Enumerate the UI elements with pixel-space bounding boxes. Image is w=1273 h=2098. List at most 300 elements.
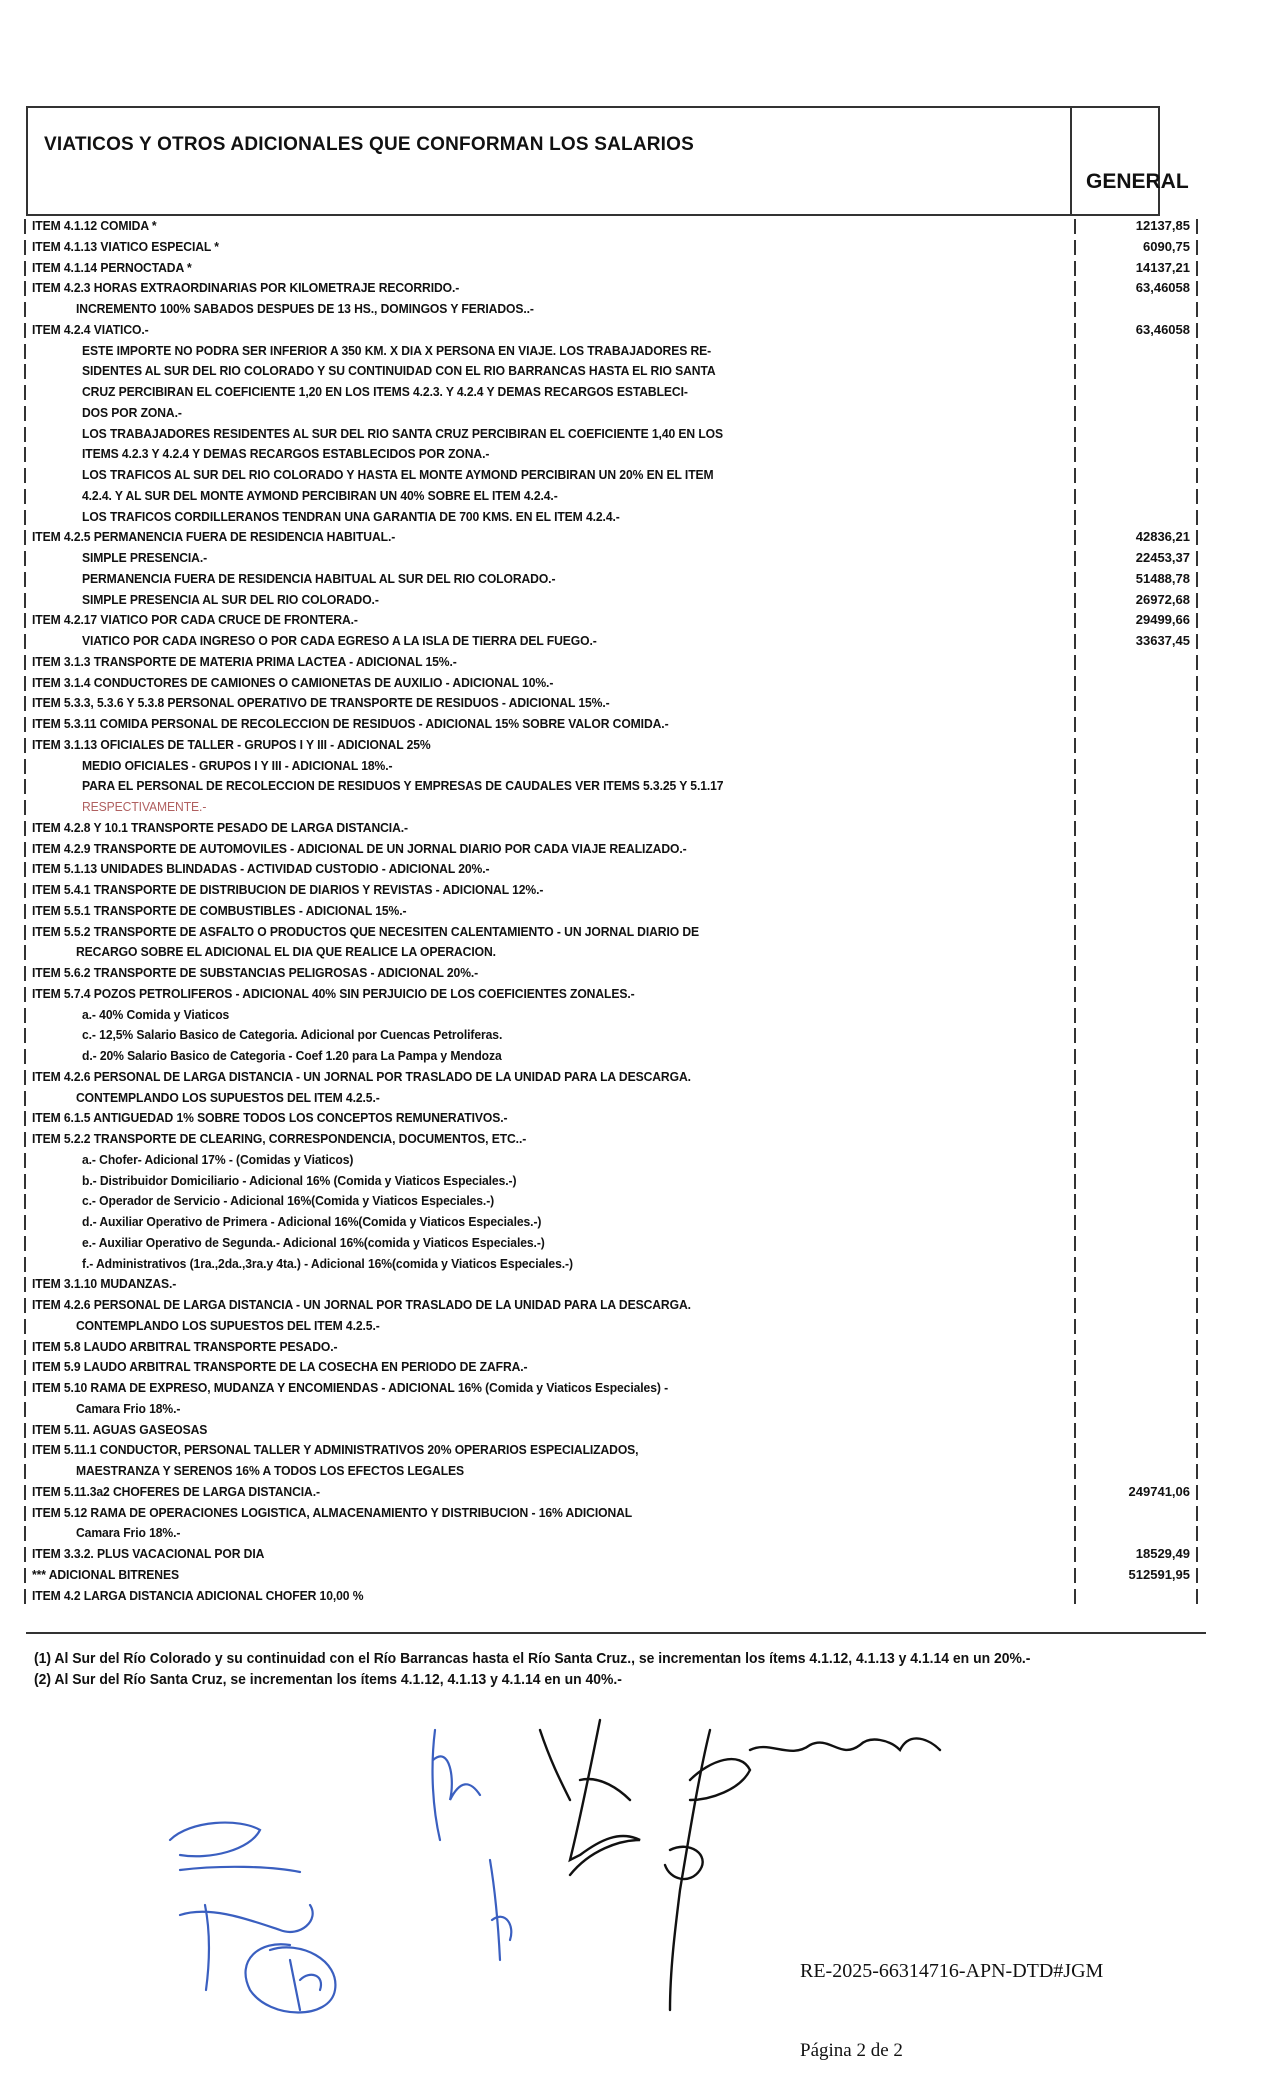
table-row: [26, 527, 1190, 548]
row-description: ITEM 4.2.3 HORAS EXTRAORDINARIAS POR KILOMETRAJE RECORRIDO.-: [32, 280, 460, 296]
row-border-right: [1196, 468, 1198, 483]
row-border-left: [24, 1111, 26, 1126]
row-value: 63,46058: [1135, 321, 1190, 337]
row-border-left: [24, 717, 26, 732]
row-border-right: [1196, 489, 1198, 504]
row-value: 18529,49: [1135, 1546, 1190, 1561]
row-description: ITEM 5.11. AGUAS GASEOSAS: [32, 1421, 208, 1437]
row-description: MEDIO OFICIALES - GRUPOS I Y III - ADICIONAL 18%.-: [82, 757, 393, 773]
row-border-middle: [1074, 1360, 1076, 1375]
row-description: SIDENTES AL SUR DEL RIO COLORADO Y SU CONTINUIDAD CON EL RIO BARRANCAS HASTA EL RIO SANTA: [82, 363, 716, 379]
row-value: 22453,37: [1135, 550, 1190, 565]
row-border-left: [24, 468, 26, 483]
row-border-middle: [1074, 302, 1076, 317]
row-border-right: [1196, 779, 1198, 794]
row-border-right: [1196, 1277, 1198, 1292]
table-row: [26, 673, 1160, 694]
row-border-left: [24, 385, 26, 400]
row-description: ITEM 3.3.2. PLUS VACACIONAL POR DIA: [32, 1546, 265, 1561]
row-border-middle: [1074, 1111, 1076, 1126]
row-description: ITEM 4.2.4 VIATICO.-: [32, 321, 149, 337]
row-border-left: [24, 925, 26, 940]
footnote-1: (1) Al Sur del Río Colorado y su continuidad con el Río Barrancas hasta el Río Santa Cruz., se incrementan los ítems 4.1.12, 4.1.13 y 4.1.14 en un 20%.-: [34, 1650, 1031, 1667]
table-header: [26, 106, 1189, 216]
row-border-middle: [1074, 1526, 1076, 1541]
table-rows: [26, 216, 1190, 1606]
row-border-left: [24, 1381, 26, 1396]
row-border-right: [1196, 987, 1198, 1002]
row-border-right: [1196, 261, 1198, 276]
row-border-right: [1196, 302, 1198, 317]
row-description: ITEM 5.5.1 TRANSPORTE DE COMBUSTIBLES - ADICIONAL 15%.-: [32, 902, 407, 918]
table-row: [26, 756, 1160, 777]
row-border-right: [1196, 1423, 1198, 1438]
row-border-right: [1196, 1443, 1198, 1458]
table-row: [26, 1046, 1160, 1067]
row-border-right: [1196, 676, 1198, 691]
row-border-middle: [1074, 1589, 1076, 1604]
row-description: LOS TRAFICOS CORDILLERANOS TENDRAN UNA GARANTIA DE 700 KMS. EN EL ITEM 4.2.4.-: [82, 508, 620, 524]
table-row: [26, 901, 1160, 922]
row-border-left: [24, 1360, 26, 1375]
row-border-middle: [1074, 447, 1076, 462]
row-border-left: [24, 1132, 26, 1147]
row-border-right: [1196, 862, 1198, 877]
row-border-left: [24, 821, 26, 836]
row-border-middle: [1074, 1381, 1076, 1396]
row-border-middle: [1074, 1464, 1076, 1479]
document-reference: RE-2025-66314716-APN-DTD#JGM: [800, 1960, 1104, 1982]
row-border-left: [24, 219, 26, 234]
row-border-left: [24, 1153, 26, 1168]
row-border-right: [1196, 925, 1198, 940]
row-border-left: [24, 261, 26, 276]
row-description: Camara Frio 18%.-: [76, 1525, 181, 1541]
row-border-left: [24, 1589, 26, 1604]
row-border-middle: [1074, 676, 1076, 691]
row-border-middle: [1074, 1070, 1076, 1085]
row-description: ITEM 5.4.1 TRANSPORTE DE DISTRIBUCION DE DIARIOS Y REVISTAS - ADICIONAL 12%.-: [32, 882, 544, 897]
row-border-left: [24, 447, 26, 462]
row-border-middle: [1074, 489, 1076, 504]
row-value: 14137,21: [1135, 259, 1190, 275]
row-description: d.- 20% Salario Basico de Categoria - Coef 1.20 para La Pampa y Mendoza: [82, 1048, 502, 1063]
table-bottom-border: [26, 1632, 1206, 1634]
row-border-left: [24, 1194, 26, 1209]
row-border-left: [24, 696, 26, 711]
row-border-right: [1196, 738, 1198, 753]
row-border-middle: [1074, 1091, 1076, 1106]
row-border-left: [24, 1049, 26, 1064]
row-description: ITEM 4.2.6 PERSONAL DE LARGA DISTANCIA - UN JORNAL POR TRASLADO DE LA UNIDAD PARA LA DESCARGA.: [32, 1068, 691, 1084]
row-description: ITEMS 4.2.3 Y 4.2.4 Y DEMAS RECARGOS ESTABLECIDOS POR ZONA.-: [82, 446, 490, 462]
row-border-right: [1196, 427, 1198, 442]
row-border-right: [1196, 1111, 1198, 1126]
row-description: *** ADICIONAL BITRENES: [32, 1566, 179, 1582]
row-description: 4.2.4. Y AL SUR DEL MONTE AYMOND PERCIBIRAN UN 40% SOBRE EL ITEM 4.2.4.-: [82, 487, 558, 503]
row-border-middle: [1074, 1257, 1076, 1272]
row-border-middle: [1074, 1194, 1076, 1209]
row-border-middle: [1074, 1443, 1076, 1458]
row-border-right: [1196, 385, 1198, 400]
row-description: ITEM 5.3.11 COMIDA PERSONAL DE RECOLECCION DE RESIDUOS - ADICIONAL 15% SOBRE VALOR COMIDA.-: [32, 716, 669, 731]
table-row: [26, 1440, 1160, 1461]
row-description: Camara Frio 18%.-: [76, 1400, 181, 1416]
row-description: ITEM 3.1.10 MUDANZAS.-: [32, 1276, 177, 1292]
row-border-right: [1196, 1464, 1198, 1479]
table-row: [26, 1482, 1190, 1503]
row-border-left: [24, 1236, 26, 1251]
row-border-right: [1196, 1153, 1198, 1168]
row-border-right: [1196, 1568, 1198, 1583]
row-border-middle: [1074, 862, 1076, 877]
row-border-middle: [1074, 1236, 1076, 1251]
row-border-right: [1196, 1360, 1198, 1375]
row-border-left: [24, 1568, 26, 1583]
row-border-left: [24, 344, 26, 359]
row-border-right: [1196, 1589, 1198, 1604]
row-border-right: [1196, 1319, 1198, 1334]
row-description: ITEM 4.2.8 Y 10.1 TRANSPORTE PESADO DE LARGA DISTANCIA.-: [32, 819, 408, 835]
table-row: [26, 610, 1190, 631]
row-border-right: [1196, 759, 1198, 774]
table-row: [26, 1523, 1160, 1544]
table-row: [26, 1067, 1160, 1088]
row-description: SIMPLE PRESENCIA AL SUR DEL RIO COLORADO.-: [82, 591, 379, 607]
table-row: [26, 1337, 1160, 1358]
row-border-middle: [1074, 1153, 1076, 1168]
row-description: b.- Distribuidor Domiciliario - Adicional 16% (Comida y Viaticos Especiales.-): [82, 1172, 517, 1188]
row-description: RECARGO SOBRE EL ADICIONAL EL DIA QUE REALICE LA OPERACION.: [76, 944, 496, 960]
table-row: [26, 1378, 1160, 1399]
table-row: [26, 590, 1190, 611]
table-row: [26, 1357, 1160, 1378]
row-border-left: [24, 323, 26, 338]
row-border-left: [24, 1423, 26, 1438]
row-border-right: [1196, 1091, 1198, 1106]
row-border-left: [24, 1091, 26, 1106]
row-description: ITEM 5.2.2 TRANSPORTE DE CLEARING, CORRESPONDENCIA, DOCUMENTOS, ETC..-: [32, 1131, 527, 1146]
table-row: [26, 320, 1190, 341]
row-value: 63,46058: [1135, 280, 1190, 296]
row-border-middle: [1074, 925, 1076, 940]
row-border-right: [1196, 945, 1198, 960]
table-row: [26, 486, 1160, 507]
row-border-left: [24, 1526, 26, 1541]
row-border-left: [24, 759, 26, 774]
row-border-left: [24, 427, 26, 442]
row-border-middle: [1074, 1319, 1076, 1334]
row-description: PERMANENCIA FUERA DE RESIDENCIA HABITUAL AL SUR DEL RIO COLORADO.-: [82, 570, 556, 586]
row-value: 26972,68: [1135, 591, 1190, 607]
row-border-right: [1196, 966, 1198, 981]
row-border-left: [24, 1464, 26, 1479]
row-border-middle: [1074, 883, 1076, 898]
table-row: [26, 1565, 1190, 1586]
row-border-left: [24, 489, 26, 504]
row-border-right: [1196, 1008, 1198, 1023]
row-border-right: [1196, 1236, 1198, 1251]
table-row: [26, 1420, 1160, 1441]
table-row: [26, 403, 1160, 424]
row-border-right: [1196, 1194, 1198, 1209]
row-value: 42836,21: [1135, 529, 1190, 545]
table-row: [26, 942, 1160, 963]
row-border-right: [1196, 1028, 1198, 1043]
row-border-middle: [1074, 1277, 1076, 1292]
table-row: [26, 444, 1160, 465]
table-title: VIATICOS Y OTROS ADICIONALES QUE CONFORMAN LOS SALARIOS: [44, 134, 695, 155]
row-border-left: [24, 406, 26, 421]
row-border-right: [1196, 696, 1198, 711]
row-border-left: [24, 1443, 26, 1458]
row-border-left: [24, 800, 26, 815]
row-border-left: [24, 302, 26, 317]
row-border-middle: [1074, 945, 1076, 960]
row-border-left: [24, 364, 26, 379]
row-description: ITEM 5.7.4 POZOS PETROLIFEROS - ADICIONAL 40% SIN PERJUICIO DE LOS COEFICIENTES ZONALES.-: [32, 985, 635, 1001]
row-border-right: [1196, 1174, 1198, 1189]
row-border-middle: [1074, 987, 1076, 1002]
table-row: [26, 1399, 1160, 1420]
row-border-middle: [1074, 1402, 1076, 1417]
table-row: [26, 1005, 1160, 1026]
table-row: [26, 1503, 1160, 1524]
table-row: [26, 1586, 1160, 1607]
row-border-right: [1196, 572, 1198, 587]
row-border-left: [24, 1485, 26, 1500]
table-row: [26, 631, 1190, 652]
table-row: [26, 1295, 1160, 1316]
row-border-middle: [1074, 779, 1076, 794]
row-border-left: [24, 655, 26, 670]
row-border-middle: [1074, 717, 1076, 732]
table-row: [26, 652, 1160, 673]
table-row: [26, 1316, 1160, 1337]
row-description: CRUZ PERCIBIRAN EL COEFICIENTE 1,20 EN LOS ITEMS 4.2.3. Y 4.2.4 Y DEMAS RECARGOS ESTABLECI-: [82, 384, 688, 399]
table-row: [26, 341, 1160, 362]
row-border-left: [24, 551, 26, 566]
table-row: [26, 797, 1160, 818]
row-border-right: [1196, 447, 1198, 462]
row-border-middle: [1074, 759, 1076, 774]
row-border-middle: [1074, 696, 1076, 711]
table-row: [26, 382, 1160, 403]
row-border-left: [24, 634, 26, 649]
row-description: ITEM 4.1.12 COMIDA *: [32, 218, 157, 233]
row-border-left: [24, 1070, 26, 1085]
row-value: 12137,85: [1135, 218, 1190, 233]
row-border-middle: [1074, 1028, 1076, 1043]
table-row: [26, 1129, 1160, 1150]
row-border-left: [24, 883, 26, 898]
row-description: ITEM 5.12 RAMA DE OPERACIONES LOGISTICA, ALMACENAMIENTO Y DISTRIBUCION - 16% ADICIONAL: [32, 1504, 633, 1520]
row-border-left: [24, 904, 26, 919]
table-row: [26, 859, 1160, 880]
table-row: [26, 216, 1190, 237]
table-row: [26, 507, 1160, 528]
row-border-left: [24, 1402, 26, 1417]
row-border-left: [24, 862, 26, 877]
table-row: [26, 1108, 1160, 1129]
row-border-right: [1196, 1506, 1198, 1521]
row-border-middle: [1074, 1049, 1076, 1064]
row-description: ITEM 4.2.5 PERMANENCIA FUERA DE RESIDENCIA HABITUAL.-: [32, 529, 396, 545]
row-description: d.- Auxiliar Operativo de Primera - Adicional 16%(Comida y Viaticos Especiales.-): [82, 1214, 542, 1229]
row-border-left: [24, 842, 26, 857]
row-border-right: [1196, 613, 1198, 628]
row-border-middle: [1074, 1506, 1076, 1521]
row-border-right: [1196, 551, 1198, 566]
row-border-middle: [1074, 364, 1076, 379]
table-row: [26, 569, 1190, 590]
row-value: 512591,95: [1128, 1566, 1190, 1582]
table-row: [26, 1233, 1160, 1254]
row-border-left: [24, 945, 26, 960]
row-border-left: [24, 1008, 26, 1023]
row-border-right: [1196, 821, 1198, 836]
table-row: [26, 1461, 1160, 1482]
row-description: DOS POR ZONA.-: [82, 404, 182, 420]
table-row: [26, 1150, 1160, 1171]
table-row: [26, 1088, 1160, 1109]
row-border-middle: [1074, 385, 1076, 400]
row-description: ITEM 4.2 LARGA DISTANCIA ADICIONAL CHOFER 10,00 %: [32, 1587, 364, 1603]
table-row: [26, 1171, 1160, 1192]
row-border-right: [1196, 1132, 1198, 1147]
row-value: 51488,78: [1135, 570, 1190, 586]
table-row: [26, 818, 1160, 839]
table-row: [26, 963, 1160, 984]
row-description: MAESTRANZA Y SERENOS 16% A TODOS LOS EFECTOS LEGALES: [76, 1463, 465, 1478]
row-border-left: [24, 1028, 26, 1043]
table-row: [26, 839, 1160, 860]
row-border-right: [1196, 406, 1198, 421]
row-border-left: [24, 1506, 26, 1521]
table-row: [26, 984, 1160, 1005]
row-border-left: [24, 966, 26, 981]
row-border-middle: [1074, 427, 1076, 442]
row-description: ITEM 4.1.14 PERNOCTADA *: [32, 259, 192, 275]
row-description: VIATICO POR CADA INGRESO O POR CADA EGRESO A LA ISLA DE TIERRA DEL FUEGO.-: [82, 633, 597, 648]
table-body: [26, 216, 1190, 1632]
row-border-right: [1196, 1402, 1198, 1417]
row-description: ITEM 5.6.2 TRANSPORTE DE SUBSTANCIAS PELIGROSAS - ADICIONAL 20%.-: [32, 965, 479, 980]
row-border-middle: [1074, 1298, 1076, 1313]
row-description: ITEM 6.1.5 ANTIGUEDAD 1% SOBRE TODOS LOS CONCEPTOS REMUNERATIVOS.-: [32, 1110, 508, 1126]
row-border-middle: [1074, 738, 1076, 753]
row-description: LOS TRAFICOS AL SUR DEL RIO COLORADO Y HASTA EL MONTE AYMOND PERCIBIRAN UN 20% EN EL ITEM: [82, 467, 714, 482]
row-border-left: [24, 1298, 26, 1313]
row-description: c.- Operador de Servicio - Adicional 16%(Comida y Viaticos Especiales.-): [82, 1193, 495, 1209]
row-border-middle: [1074, 344, 1076, 359]
footnote-2: (2) Al Sur del Río Santa Cruz, se incrementan los ítems 4.1.12, 4.1.13 y 4.1.14 en un 40%.-: [34, 1671, 622, 1688]
row-description: ITEM 3.1.4 CONDUCTORES DE CAMIONES O CAMIONETAS DE AUXILIO - ADICIONAL 10%.-: [32, 674, 554, 690]
row-description: CONTEMPLANDO LOS SUPUESTOS DEL ITEM 4.2.5.-: [76, 1089, 380, 1105]
row-border-left: [24, 987, 26, 1002]
row-border-middle: [1074, 1008, 1076, 1023]
row-border-right: [1196, 1215, 1198, 1230]
row-description: RESPECTIVAMENTE.-: [82, 799, 207, 814]
row-border-right: [1196, 364, 1198, 379]
row-border-middle: [1074, 510, 1076, 525]
row-border-right: [1196, 281, 1198, 296]
row-description: ITEM 5.5.2 TRANSPORTE DE ASFALTO O PRODUCTOS QUE NECESITEN CALENTAMIENTO - UN JORNAL DIARIO DE: [32, 923, 700, 939]
table-row: [26, 1191, 1160, 1212]
table-row: [26, 548, 1190, 569]
row-border-left: [24, 281, 26, 296]
row-border-middle: [1074, 842, 1076, 857]
row-border-middle: [1074, 904, 1076, 919]
row-border-middle: [1074, 1215, 1076, 1230]
row-description: f.- Administrativos (1ra.,2da.,3ra.y 4ta.) - Adicional 16%(comida y Viaticos Especiales.-): [82, 1255, 573, 1271]
row-border-middle: [1074, 1174, 1076, 1189]
row-border-left: [24, 1174, 26, 1189]
table-row: [26, 424, 1160, 445]
row-border-middle: [1074, 655, 1076, 670]
row-description: ITEM 5.11.1 CONDUCTOR, PERSONAL TALLER Y ADMINISTRATIVOS 20% OPERARIOS ESPECIALIZADOS,: [32, 1442, 639, 1458]
row-description: ITEM 5.8 LAUDO ARBITRAL TRANSPORTE PESADO.-: [32, 1338, 338, 1354]
row-border-right: [1196, 1485, 1198, 1500]
row-description: SIMPLE PRESENCIA.-: [82, 550, 208, 565]
row-border-right: [1196, 634, 1198, 649]
row-description: LOS TRABAJADORES RESIDENTES AL SUR DEL RIO SANTA CRUZ PERCIBIRAN EL COEFICIENTE 1,40 EN LOS: [82, 425, 724, 441]
row-border-right: [1196, 655, 1198, 670]
row-description: INCREMENTO 100% SABADOS DESPUES DE 13 HS., DOMINGOS Y FERIADOS..-: [76, 301, 534, 316]
row-border-right: [1196, 1070, 1198, 1085]
row-border-middle: [1074, 406, 1076, 421]
row-description: ITEM 4.2.17 VIATICO POR CADA CRUCE DE FRONTERA.-: [32, 612, 358, 628]
row-border-right: [1196, 883, 1198, 898]
row-description: ITEM 5.10 RAMA DE EXPRESO, MUDANZA Y ENCOMIENDAS - ADICIONAL 16% (Comida y Viaticos Especiales) -: [32, 1380, 669, 1395]
row-border-left: [24, 1257, 26, 1272]
row-description: ITEM 4.2.6 PERSONAL DE LARGA DISTANCIA - UN JORNAL POR TRASLADO DE LA UNIDAD PARA LA DESCARGA.: [32, 1297, 691, 1312]
row-value: 249741,06: [1128, 1483, 1190, 1499]
signature-left-blue: [170, 1730, 511, 2013]
row-value: 6090,75: [1143, 238, 1190, 254]
row-border-left: [24, 1277, 26, 1292]
row-border-left: [24, 1215, 26, 1230]
row-border-middle: [1074, 1423, 1076, 1438]
row-border-right: [1196, 842, 1198, 857]
table-row: [26, 880, 1160, 901]
row-border-right: [1196, 1049, 1198, 1064]
column-divider: [1070, 108, 1072, 214]
row-description: ITEM 3.1.3 TRANSPORTE DE MATERIA PRIMA LACTEA - ADICIONAL 15%.-: [32, 653, 457, 669]
row-description: ITEM 5.3.3, 5.3.6 Y 5.3.8 PERSONAL OPERATIVO DE TRANSPORTE DE RESIDUOS - ADICIONAL 15%.-: [32, 695, 610, 711]
table-row: [26, 1212, 1160, 1233]
row-border-middle: [1074, 1132, 1076, 1147]
row-border-middle: [1074, 1340, 1076, 1355]
row-description: c.- 12,5% Salario Basico de Categoria. Adicional por Cuencas Petroliferas.: [82, 1027, 503, 1043]
row-border-right: [1196, 1298, 1198, 1313]
row-border-middle: [1074, 468, 1076, 483]
row-border-middle: [1074, 966, 1076, 981]
row-border-middle: [1074, 821, 1076, 836]
table-row: [26, 299, 1160, 320]
row-border-left: [24, 1319, 26, 1334]
row-border-right: [1196, 530, 1198, 545]
row-description: ESTE IMPORTE NO PODRA SER INFERIOR A 350 KM. X DIA X PERSONA EN VIAJE. LOS TRABAJADORES RE-: [82, 342, 712, 358]
row-description: CONTEMPLANDO LOS SUPUESTOS DEL ITEM 4.2.5.-: [76, 1317, 380, 1333]
row-border-right: [1196, 219, 1198, 234]
row-value: 29499,66: [1135, 612, 1190, 628]
table-row: [26, 714, 1160, 735]
table-row: [26, 776, 1160, 797]
row-description: ITEM 5.9 LAUDO ARBITRAL TRANSPORTE DE LA COSECHA EN PERIODO DE ZAFRA.-: [32, 1359, 528, 1375]
row-description: ITEM 4.2.9 TRANSPORTE DE AUTOMOVILES - ADICIONAL DE UN JORNAL DIARIO POR CADA VIAJE REALIZADO.-: [32, 840, 687, 856]
row-border-left: [24, 676, 26, 691]
